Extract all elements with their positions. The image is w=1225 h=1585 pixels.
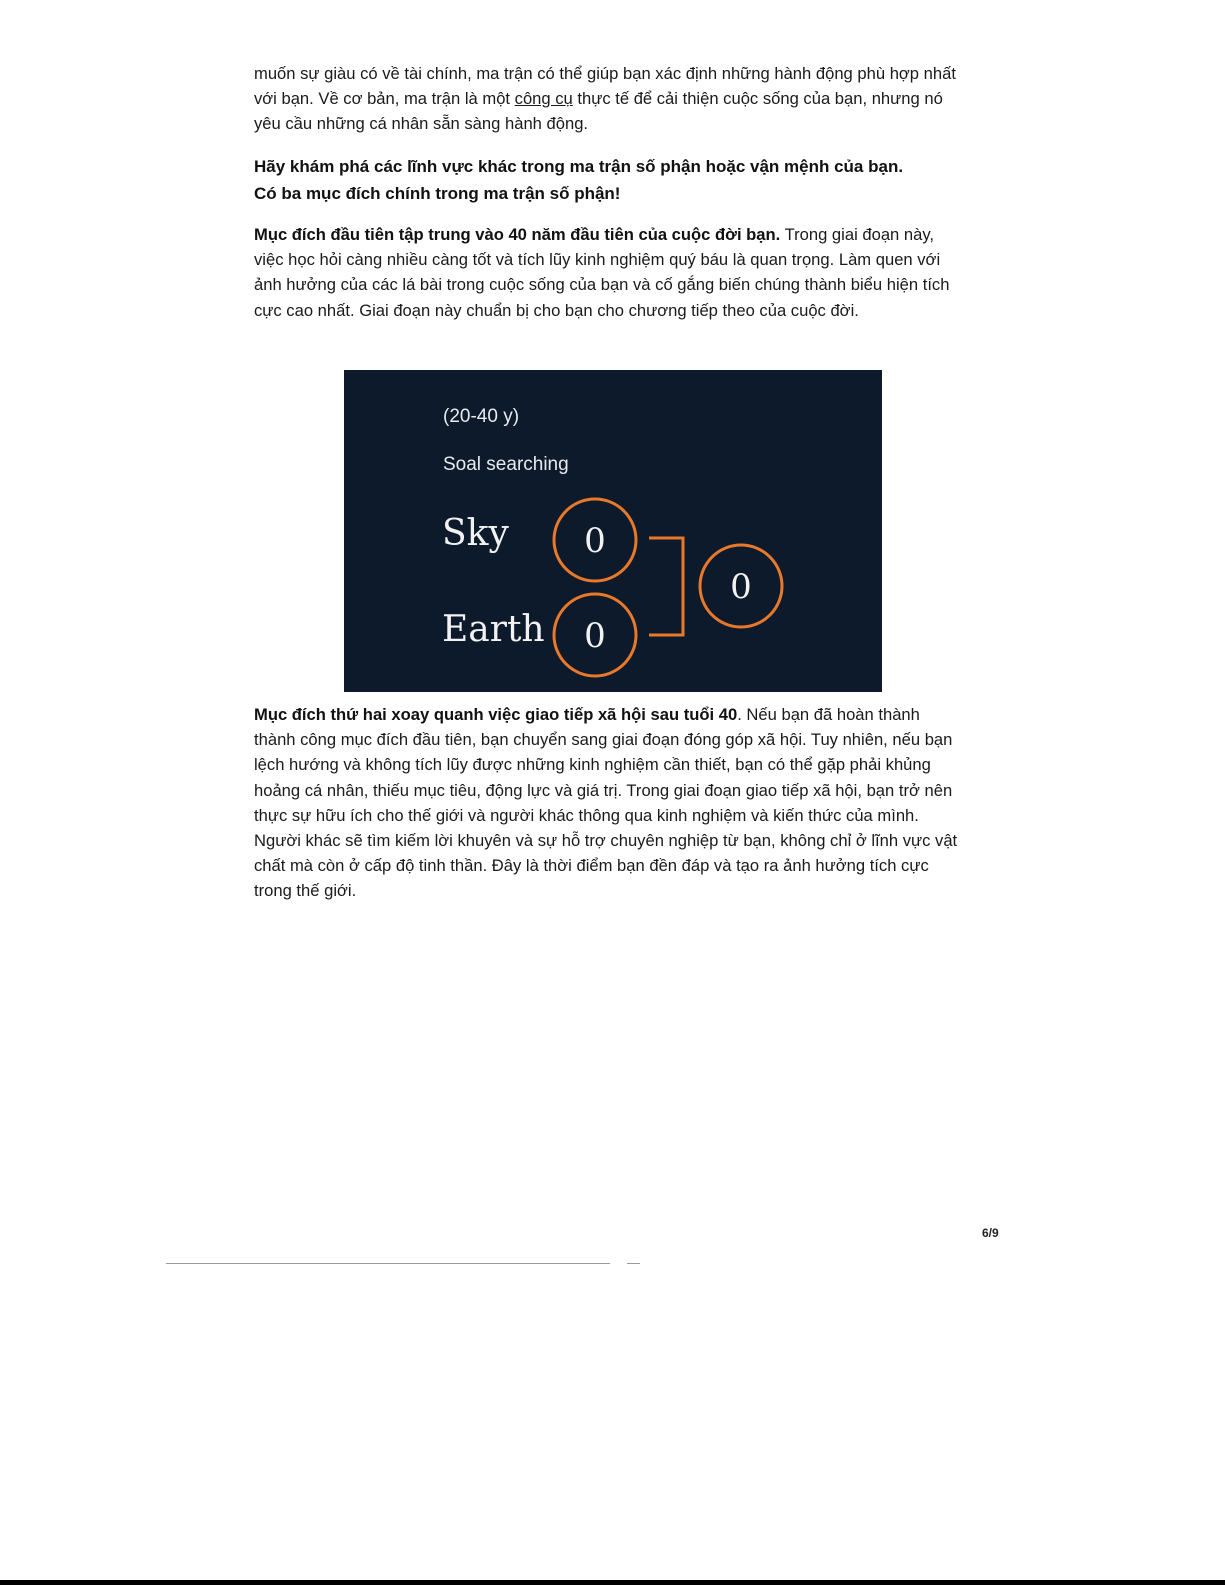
earth-label: Earth bbox=[442, 609, 545, 650]
paragraph-text: thực tế để cải thiện cuộc sống của bạn, nhưng nó yêu cầu những cá nhân sẵn sàng hành động. bbox=[254, 89, 943, 134]
earth-value: 0 bbox=[584, 616, 606, 656]
page-bottom-edge bbox=[0, 1580, 1225, 1585]
paragraph-intro bbox=[254, 61, 964, 137]
footer-divider bbox=[166, 1263, 610, 1264]
sky-value: 0 bbox=[584, 521, 606, 561]
matrix-diagram bbox=[344, 370, 882, 692]
paragraph-second-purpose bbox=[254, 702, 964, 904]
tool-link[interactable]: công cụ bbox=[514, 89, 573, 109]
sky-label: Sky bbox=[442, 513, 509, 554]
first-purpose-lead: Mục đích đầu tiên tập trung vào 40 năm đầu tiên của cuộc đời bạn. bbox=[254, 225, 781, 244]
paragraph-text: muốn sự giàu có về tài chính, ma trận có thể giúp bạn xác định những hành động phù hợp nhất với bạn. Về cơ bản, ma trận là một bbox=[254, 64, 956, 109]
destiny-matrix-figure bbox=[344, 370, 882, 692]
connector-bracket bbox=[649, 538, 683, 635]
heading-line-2: Có ba mục đích chính trong ma trận số phận! bbox=[254, 184, 621, 203]
first-purpose-text: Trong giai đoạn này, việc học hỏi càng nhiều càng tốt và tích lũy kinh nghiệm quý báu là quan trọng. Làm quen với ảnh hưởng của các lá bài trong cuộc sống của bạn và cố gắng biến chúng thành biểu hiện tích cực cao nhất. Giai đoạn này chuẩn bị cho bạn cho chương tiếp theo của cuộc đời. bbox=[254, 225, 950, 320]
paragraph-first-purpose bbox=[254, 222, 964, 323]
result-value: 0 bbox=[730, 567, 752, 607]
phase-subtitle: Soal searching bbox=[443, 454, 569, 475]
footer-divider-dash bbox=[627, 1263, 640, 1264]
page-number: 6/9 bbox=[982, 1226, 999, 1240]
heading-line-1: Hãy khám phá các lĩnh vực khác trong ma trận số phận hoặc vận mệnh của bạn. bbox=[254, 157, 904, 176]
second-purpose-text: . Nếu bạn đã hoàn thành thành công mục đích đầu tiên, bạn chuyển sang giai đoạn đóng góp xã hội. Tuy nhiên, nếu bạn lệch hướng và không tích lũy được những kinh nghiệm cần thiết, bạn có thể gặp phải khủng hoảng cá nhân, thiếu mục tiêu, động lực và giá trị. Trong giai đoạn giao tiếp xã hội, bạn trở nên thực sự hữu ích cho thế giới và người khác thông qua kinh nghiệm và kiến thức của mình. Người khác sẽ tìm kiếm lời khuyên và sự hỗ trợ chuyên nghiệp từ bạn, không chỉ ở lĩnh vực vật chất mà còn ở cấp độ tinh thần. Đây là thời điểm bạn đền đáp và tạo ra ảnh hưởng tích cực trong thế giới. bbox=[254, 705, 958, 901]
paragraph-heading bbox=[254, 153, 964, 207]
second-purpose-lead: Mục đích thứ hai xoay quanh việc giao tiếp xã hội sau tuổi 40 bbox=[254, 705, 738, 724]
age-range-label: (20-40 y) bbox=[443, 406, 520, 427]
